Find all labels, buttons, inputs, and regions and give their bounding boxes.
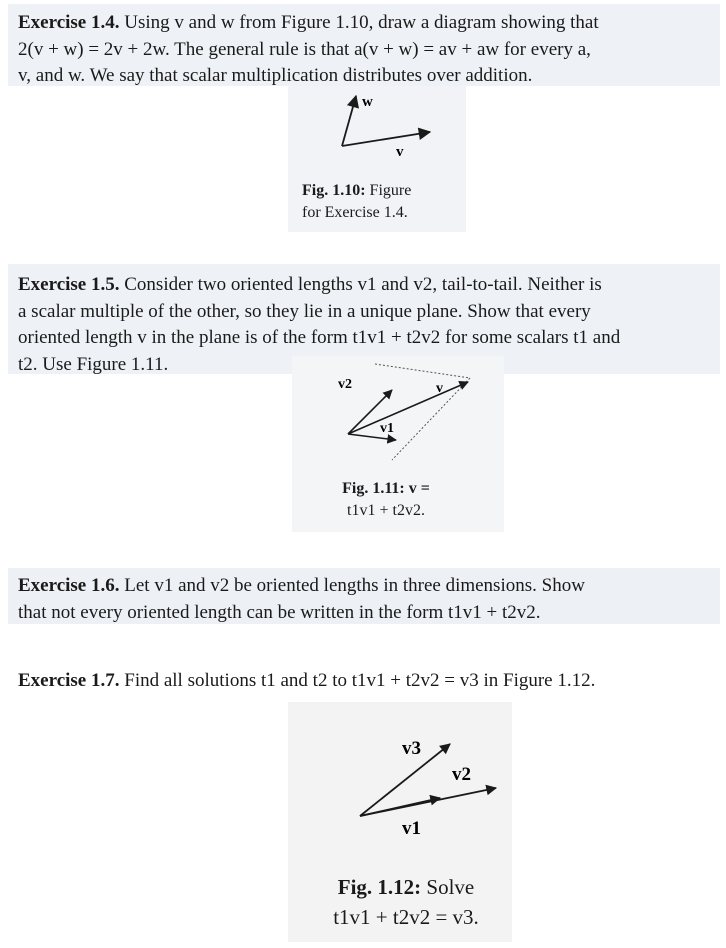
label-v2: v2 xyxy=(338,377,352,392)
caption-1-10-line1 xyxy=(302,180,411,202)
ex15-line4: t2. Use Figure 1.11. xyxy=(18,353,169,375)
ex17-line1-text: Find all solutions t1 and t2 to t1v1 + t2v2 = v3 in Figure 1.12. xyxy=(119,670,596,691)
exercise-1-7 xyxy=(18,668,708,695)
caption-1-10 xyxy=(302,180,411,224)
caption-1-10-line2: for Exercise 1.4. xyxy=(302,204,408,221)
ex15-line1 xyxy=(18,272,708,299)
label-v2: v2 xyxy=(452,764,471,785)
label-v3: v3 xyxy=(402,738,421,759)
label-v: v xyxy=(396,144,404,160)
label-w: w xyxy=(362,94,373,110)
ex14-line2: 2(v + w) = 2v + 2w. The general rule is that a(v + w) = av + aw for every a, xyxy=(18,38,591,60)
vector-v xyxy=(342,132,430,146)
ex16-line1 xyxy=(18,573,708,600)
ex14-line3: v, and w. We say that scalar multiplication distributes over addition. xyxy=(18,65,533,86)
ex14-heading: Exercise 1.4. xyxy=(18,12,120,33)
dotted-line-diag xyxy=(392,378,470,460)
ex15-heading: Exercise 1.5. xyxy=(18,274,120,295)
label-v1: v1 xyxy=(380,421,394,436)
caption-1-11-line2: t1v1 + t2v2. xyxy=(347,502,425,519)
label-v1: v1 xyxy=(402,818,421,839)
ex15-line2: a scalar multiple of the other, so they lie in a unique plane. Show that every xyxy=(18,300,591,322)
ex15-line3: oriented length v in the plane is of the form t1v1 + t2v2 for some scalars t1 and xyxy=(18,327,621,348)
caption-1-12-text1: Solve xyxy=(421,875,475,899)
caption-1-12-label: Fig. 1.12: xyxy=(337,875,422,899)
ex16-heading: Exercise 1.6. xyxy=(18,575,120,596)
caption-1-10-label: Fig. 1.10: xyxy=(302,182,366,199)
caption-1-11-line1 xyxy=(328,478,444,500)
caption-1-12 xyxy=(306,872,506,932)
ex17-heading: Exercise 1.7. xyxy=(18,670,120,691)
vector-v xyxy=(348,382,468,434)
ex14-line1-text: Using v and w from Figure 1.10, draw a diagram showing that xyxy=(119,12,599,33)
figure-1-12 xyxy=(350,734,510,844)
exercise-1-4 xyxy=(18,10,708,90)
figure-1-11 xyxy=(330,360,480,470)
vector-w xyxy=(342,96,356,146)
dotted-line-top xyxy=(375,364,470,378)
figure-1-10 xyxy=(320,88,450,168)
caption-1-11 xyxy=(328,478,444,522)
caption-1-10-text1: Figure xyxy=(365,182,412,199)
ex16-line1-text: Let v1 and v2 be oriented lengths in three dimensions. Show xyxy=(119,575,585,596)
label-v: v xyxy=(436,381,443,396)
ex15-line1-text: Consider two oriented lengths v1 and v2, tail-to-tail. Neither is xyxy=(119,274,602,295)
ex16-line2: that not every oriented length can be written in the form t1v1 + t2v2. xyxy=(18,601,541,623)
ex17-line1 xyxy=(18,668,708,695)
ex14-line1 xyxy=(18,10,708,37)
caption-1-12-line1 xyxy=(306,872,506,902)
exercise-1-6 xyxy=(18,573,708,626)
caption-1-12-line2: t1v1 + t2v2 = v3. xyxy=(333,905,479,929)
caption-1-11-label: Fig. 1.11: xyxy=(342,480,405,497)
caption-1-11-text1: v = xyxy=(404,480,430,497)
